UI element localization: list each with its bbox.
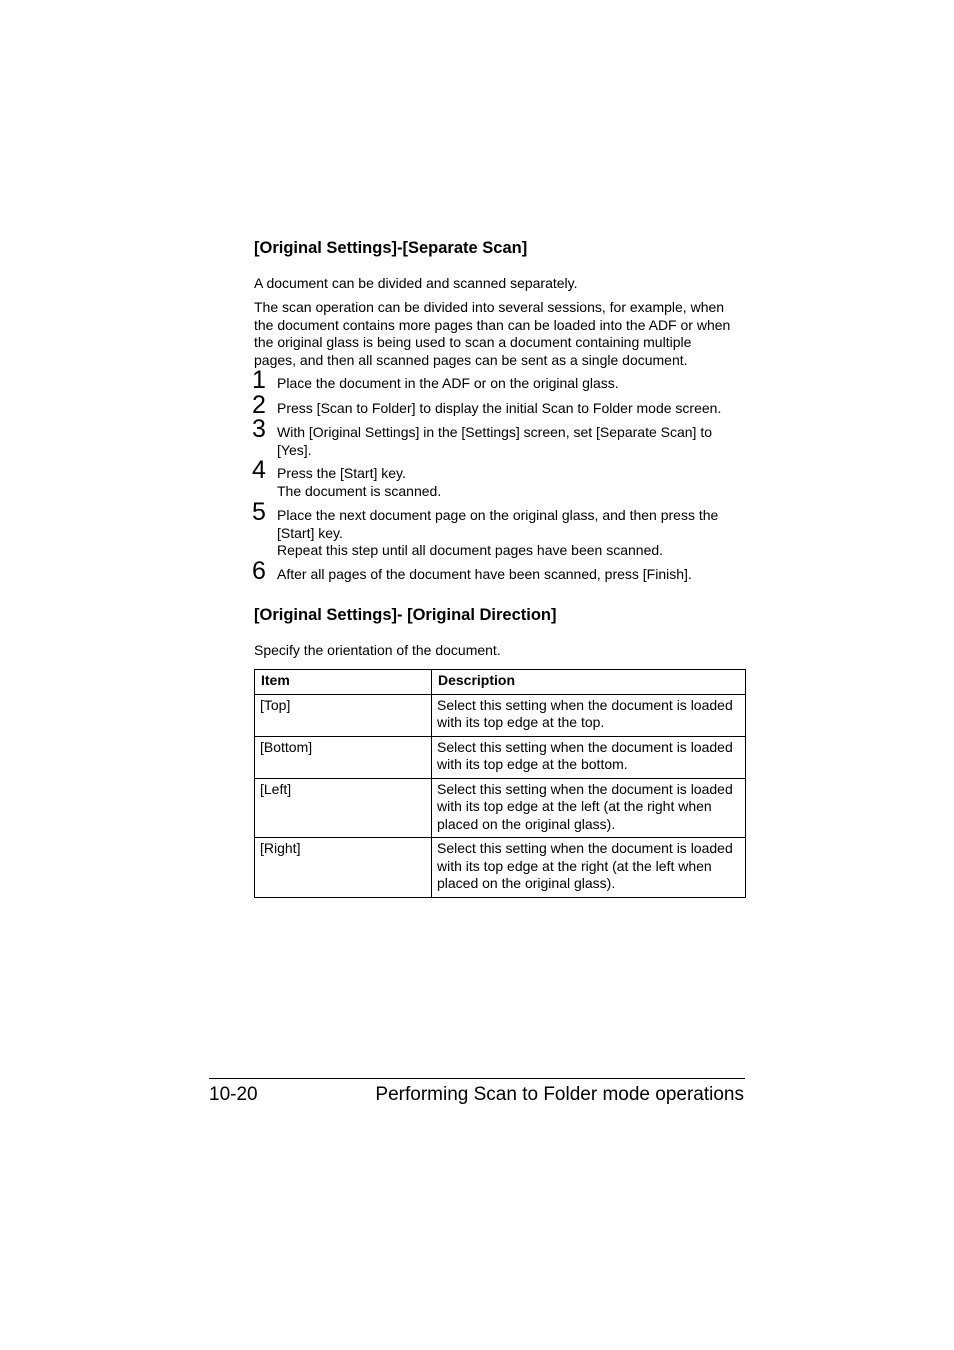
paragraph-line: the document contains more pages than can be loaded into the ADF or when [254,316,731,333]
table-row [255,736,746,778]
column-header-description: Description [432,670,746,695]
footer-divider [209,1078,745,1079]
table-row [255,694,746,736]
step-line: Press [Scan to Folder] to display the initial Scan to Folder mode screen. [277,400,722,416]
cell-line: Select this setting when the document is loaded [437,840,733,856]
cell-line: placed on the original glass). [437,815,616,832]
table-cell-item: [Right] [255,838,432,898]
step-number: 1 [252,366,266,394]
cell-line: Select this setting when the document is loaded [437,738,733,755]
paragraph-line: pages, and then all scanned pages can be sent as a single document. [254,351,688,368]
step-line: With [Original Settings] in the [Settings] screen, set [Separate Scan] to [277,424,712,440]
column-header-item: Item [255,670,432,695]
paragraph-line: The scan operation can be divided into several sessions, for example, when [254,299,725,315]
table-row [255,838,746,898]
cell-line: with its top edge at the top. [437,714,605,730]
table-cell-item: [Left] [255,778,432,838]
step-text [277,424,745,459]
step-number: 5 [252,498,266,526]
description-paragraph [254,299,754,369]
cell-line: Select this setting when the document is loaded [437,780,733,797]
step-number: 3 [252,415,266,443]
cell-line: with its top edge at the bottom. [437,756,628,772]
step-line: The document is scanned. [277,482,442,499]
step-line: [Start] key. [277,524,343,541]
step-text [277,375,745,393]
page-number: 10-20 [209,1084,258,1105]
step-text [277,400,745,418]
intro-paragraph: A document can be divided and scanned separately. [254,275,578,291]
table-cell-item: [Top] [255,694,432,736]
chapter-title: Performing Scan to Folder mode operations [375,1084,744,1105]
step-text [277,507,745,560]
cell-line: Select this setting when the document is loaded [437,696,733,713]
section-heading-original-direction: [Original Settings]- [Original Direction] [254,606,557,624]
original-direction-table [254,669,746,898]
step-line: After all pages of the document have been scanned, press [Finish]. [277,566,692,582]
table-cell-description [432,736,746,778]
table-cell-item: [Bottom] [255,736,432,778]
cell-line: with its top edge at the right (at the left when [437,857,712,874]
step-line: Place the next document page on the original glass, and then press the [277,507,719,523]
step-text [277,566,745,584]
table-cell-description [432,838,746,898]
table-header-row [255,670,746,695]
step-number: 4 [252,456,266,484]
step-line: Place the document in the ADF or on the original glass. [277,375,619,391]
step-text [277,465,745,500]
step-line: Press the [Start] key. [277,465,406,481]
paragraph-line: the original glass is being used to scan a document containing multiple [254,334,692,350]
table-cell-description [432,778,746,838]
section-heading-separate-scan: [Original Settings]-[Separate Scan] [254,239,528,257]
step-number: 6 [252,557,266,585]
step-number: 2 [252,391,266,419]
cell-line: with its top edge at the left (at the right when [437,798,712,814]
step-line: [Yes]. [277,441,312,458]
intro-paragraph: Specify the orientation of the document. [254,642,501,658]
table-row [255,778,746,838]
table-cell-description [432,694,746,736]
step-line: Repeat this step until all document pages have been scanned. [277,542,664,558]
cell-line: placed on the original glass). [437,875,616,891]
